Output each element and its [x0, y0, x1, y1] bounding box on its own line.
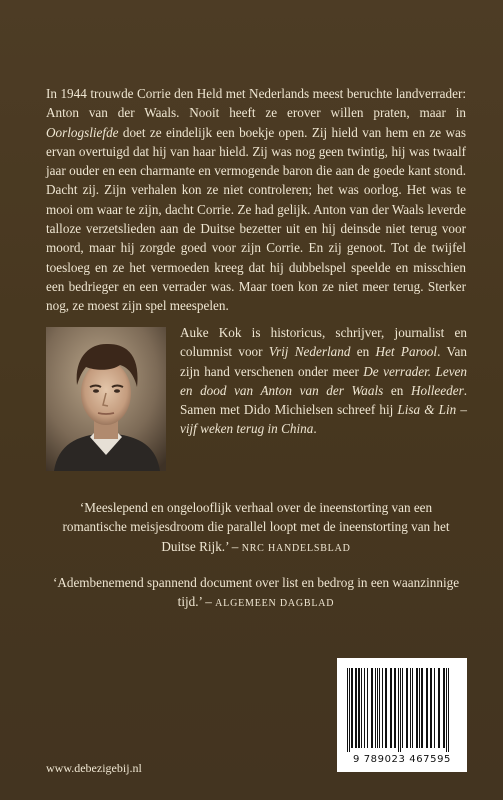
bio-magazine-2: Het Parool: [375, 344, 438, 360]
author-photo: [46, 327, 166, 471]
barcode-bar: [377, 668, 378, 748]
barcode-bar: [385, 668, 387, 748]
barcode-bar: [390, 668, 392, 748]
barcode-bar: [351, 668, 353, 748]
barcode-bar: [443, 668, 445, 748]
barcode-bar: [375, 668, 376, 748]
barcode-bar: [416, 668, 418, 748]
barcode-bar: [402, 668, 403, 748]
barcode-bar: [426, 668, 428, 748]
blurb-text-2: doet ze eindelijk een boekje open. Zij hield van hem en ze was ervan overtuigd dat hij van haar hield. Zij was nog geen twintig, hij was twaalf jaar ouder en een charmante en vermogende baron die aan de goede kant stond. Dacht zij. Zijn verhalen kon ze niet controleren; het was oorlog. Het was te mooi om waar te zijn, dacht Corrie. Ze had gelijk. Anton van der Waals leverde talloze verzetslieden aan de Duitse bezetter uit en hij deinsde niet terug voor moord, maar hij zorgde goed voor zijn Corrie. En zij genoot. Tot de twijfel toesloeg en ze het vermoeden kreeg dat hij dubbelspel speelde en misschien een bedrieger en een verrader was. Maar toen kon ze niet meer terug. Sterker nog, ze moest zijn spel meespelen.: [46, 124, 466, 314]
author-bio: [180, 323, 467, 439]
barcode-bar: [400, 668, 401, 752]
barcode-bar: [406, 668, 408, 748]
barcode-bar: [430, 668, 432, 748]
barcode-bar: [410, 668, 411, 748]
barcode-bar: [434, 668, 435, 748]
review-source: ALGEMEEN DAGBLAD: [215, 598, 335, 610]
barcode-bar: [367, 668, 368, 748]
barcode-bar: [421, 668, 423, 748]
bio-text-2: en: [350, 344, 376, 360]
isbn-number: 9 789023 467595: [352, 754, 452, 765]
bio-book-3: Lisa & Lin – vijf weken terug in China: [180, 402, 467, 437]
bio-text-1: Auke Kok is historicus, schrijver, journalist en columnist voor: [180, 325, 467, 360]
review-quote-text: ‘Adembenemend spannend document over list en bedrog in een waanzinnige tijd.’ –: [52, 575, 460, 610]
bio-text-3: . Van zijn hand verschenen onder meer: [180, 344, 467, 379]
barcode-bar: [371, 668, 373, 748]
barcode-bar: [448, 668, 449, 752]
barcode-bar: [355, 668, 357, 748]
barcode-bar: [419, 668, 420, 748]
barcode: [337, 658, 467, 772]
bio-magazine-1: Vrij Nederland: [268, 344, 351, 360]
blurb-book-title: Oorlogsliefde: [46, 124, 119, 140]
bio-text-5: . Samen met Dido Michielsen schreef hij: [180, 382, 467, 418]
barcode-bar: [438, 668, 440, 748]
review-source: NRC HANDELSBLAD: [241, 542, 351, 554]
barcode-bar: [379, 668, 380, 748]
barcode-bar: [349, 668, 350, 752]
review-quote-text: ‘Meeslepend en ongelooflijk verhaal over de ineenstorting van een romantische meisjesdroom die parallel loopt met de ineenstorting van het Duitse Rijk.’ –: [62, 500, 450, 554]
blurb-text-1: In 1944 trouwde Corrie den Held met Nederlands meest beruchte landverrader: Anton van der Waals. Nooit heeft ze erover willen praten, maar in: [46, 86, 466, 121]
barcode-bar: [398, 668, 399, 752]
barcode-bar: [364, 668, 365, 748]
blurb-paragraph: [46, 84, 466, 316]
barcode-bar: [361, 668, 362, 748]
barcode-bar: [394, 668, 396, 748]
barcode-bar: [347, 668, 348, 752]
barcode-bar: [412, 668, 413, 748]
bio-book-2: Holleeder: [410, 382, 464, 398]
review-quote-ad: [46, 573, 466, 614]
barcode-bars: [345, 668, 459, 752]
barcode-bar: [382, 668, 383, 748]
author-portrait-image: [46, 327, 166, 471]
publisher-website[interactable]: www.debezigebij.nl: [46, 761, 142, 775]
bio-book-1: De verrader. Leven en dood van Anton van der Waals: [180, 363, 467, 398]
bio-text-6: .: [313, 421, 317, 437]
barcode-bar: [358, 668, 360, 748]
review-quote-nrc: [46, 498, 466, 558]
barcode-bar: [446, 668, 447, 752]
bio-text-4: en: [383, 382, 411, 398]
